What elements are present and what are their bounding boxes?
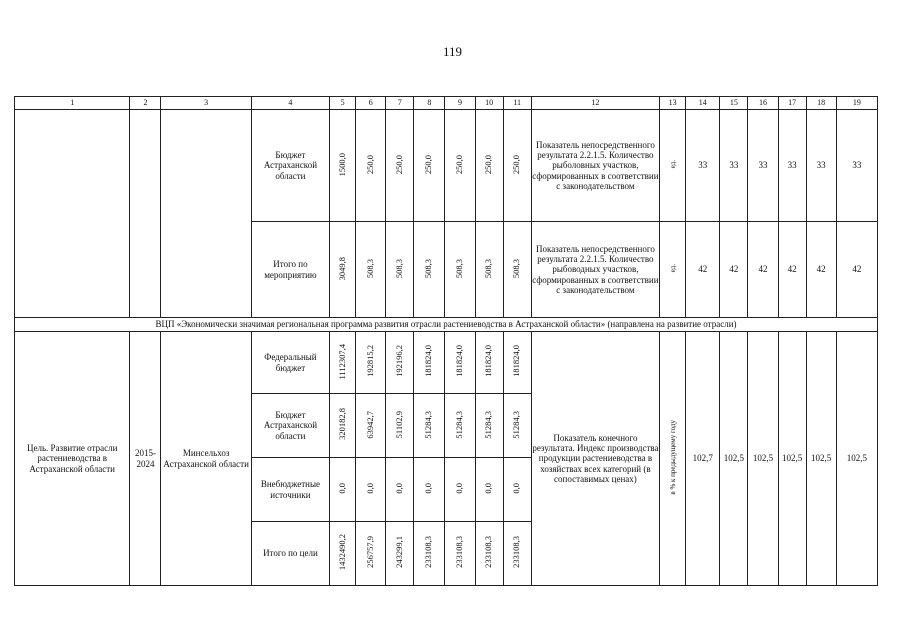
value-cell	[414, 332, 445, 394]
value-cell	[330, 110, 356, 222]
value-text: 51284,3	[423, 410, 434, 439]
value-cell	[445, 332, 475, 394]
target-cell: 33	[748, 110, 778, 222]
indicator-text: Показатель непосредственного результата 2.2.1.5. Количество рыбоводных участков, сформированных в соответствии с законодательством	[531, 222, 659, 318]
unit-cell	[660, 332, 686, 586]
target-cell: 102,5	[806, 332, 836, 586]
value-text: 508,3	[364, 258, 375, 278]
value-cell	[330, 332, 356, 394]
value-cell	[414, 222, 445, 318]
value-cell	[475, 394, 503, 458]
funding-source: Итого по цели	[251, 522, 329, 586]
funding-source: Внебюджетные источники	[251, 458, 329, 522]
value-text: 51284,3	[511, 410, 522, 439]
col-header: 2	[130, 97, 161, 110]
value-cell	[414, 522, 445, 586]
value-cell	[386, 332, 414, 394]
value-text: 508,3	[393, 258, 404, 278]
target-cell: 102,5	[720, 332, 748, 586]
value-text: 233108,3	[454, 536, 465, 569]
target-cell: 102,5	[748, 332, 778, 586]
value-text: 256757,9	[364, 536, 375, 569]
value-text: 0,0	[393, 483, 404, 494]
unit-cell	[660, 222, 686, 318]
value-text: 181824,0	[423, 345, 434, 378]
empty-cell	[161, 110, 251, 318]
value-text: 250,0	[393, 154, 404, 174]
target-cell: 42	[836, 222, 877, 318]
value-text: 233108,3	[483, 536, 494, 569]
value-text: 250,0	[511, 154, 522, 174]
empty-cell	[15, 110, 130, 318]
value-cell	[445, 458, 475, 522]
target-cell: 33	[836, 110, 877, 222]
value-cell	[445, 110, 475, 222]
value-cell	[414, 110, 445, 222]
value-text: 192815,2	[364, 345, 375, 378]
col-header: 8	[414, 97, 445, 110]
value-text: 0,0	[364, 483, 375, 494]
value-cell	[330, 222, 356, 318]
value-cell	[475, 458, 503, 522]
unit-cell	[660, 110, 686, 222]
funding-source: Итого по мероприятию	[251, 222, 329, 318]
value-cell	[356, 332, 386, 394]
col-header: 5	[330, 97, 356, 110]
value-text: 233108,3	[511, 536, 522, 569]
target-cell: 42	[778, 222, 806, 318]
unit-text: в % к предыдущему году	[668, 420, 677, 495]
value-text: 320182,8	[336, 408, 347, 441]
value-cell	[503, 222, 531, 318]
value-cell	[356, 522, 386, 586]
value-text: 0,0	[483, 483, 494, 494]
funding-source: Бюджет Астраханской области	[251, 394, 329, 458]
value-cell	[503, 522, 531, 586]
col-header: 11	[503, 97, 531, 110]
value-text: 51284,3	[454, 410, 465, 439]
col-header: 19	[836, 97, 877, 110]
value-text: 508,3	[511, 258, 522, 278]
funding-source: Бюджет Астраханской области	[251, 110, 329, 222]
indicator-text: Показатель непосредственного результата 2.2.1.5. Количество рыболовных участков, сформированных в соответствии с законодательством	[531, 110, 659, 222]
value-cell	[330, 522, 356, 586]
value-cell	[386, 458, 414, 522]
target-cell: 102,7	[686, 332, 720, 586]
target-cell: 33	[686, 110, 720, 222]
value-text: 0,0	[511, 483, 522, 494]
col-header: 9	[445, 97, 475, 110]
col-header: 13	[660, 97, 686, 110]
value-text: 192196,2	[393, 345, 404, 378]
value-text: 250,0	[454, 154, 465, 174]
value-cell	[386, 110, 414, 222]
executor-text: Минсельхоз Астраханской области	[161, 332, 251, 586]
program-table	[14, 96, 878, 586]
value-text: 250,0	[364, 154, 375, 174]
value-text: 508,3	[454, 258, 465, 278]
col-header: 17	[778, 97, 806, 110]
value-cell	[330, 394, 356, 458]
value-cell	[386, 222, 414, 318]
value-cell	[414, 394, 445, 458]
table-row	[15, 332, 878, 394]
target-cell: 42	[748, 222, 778, 318]
value-text: 181824,0	[511, 345, 522, 378]
value-cell	[356, 110, 386, 222]
value-text: 3049,8	[336, 256, 347, 281]
empty-cell	[130, 110, 161, 318]
col-header: 10	[475, 97, 503, 110]
col-header: 16	[748, 97, 778, 110]
col-header: 4	[251, 97, 329, 110]
section-row	[15, 318, 878, 332]
value-text: 51284,3	[483, 410, 494, 439]
value-cell	[356, 394, 386, 458]
target-cell: 33	[720, 110, 748, 222]
column-number-row	[15, 97, 878, 110]
value-cell	[475, 222, 503, 318]
value-text: 508,3	[423, 258, 434, 278]
target-cell: 42	[720, 222, 748, 318]
value-text: 508,3	[483, 258, 494, 278]
value-text: 0,0	[454, 483, 465, 494]
value-cell	[356, 458, 386, 522]
value-cell	[330, 458, 356, 522]
section-title: ВЦП «Экономически значимая региональная программа развития отрасли растениеводства в Астраханской области» (направлена на развитие отрасли)	[15, 318, 878, 332]
unit-text: ед.	[668, 160, 677, 169]
value-text: 1112307,4	[336, 343, 347, 380]
value-text: 1500,0	[336, 152, 347, 177]
value-text: 0,0	[423, 483, 434, 494]
table-row	[15, 110, 878, 222]
value-text: 250,0	[423, 154, 434, 174]
value-cell	[414, 458, 445, 522]
value-cell	[445, 394, 475, 458]
value-text: 181824,0	[454, 345, 465, 378]
col-header: 15	[720, 97, 748, 110]
value-cell	[503, 332, 531, 394]
value-cell	[356, 222, 386, 318]
value-cell	[445, 522, 475, 586]
value-cell	[475, 332, 503, 394]
col-header: 12	[531, 97, 659, 110]
value-cell	[503, 110, 531, 222]
value-text: 250,0	[483, 154, 494, 174]
col-header: 3	[161, 97, 251, 110]
value-text: 51102,9	[393, 410, 404, 438]
value-cell	[503, 394, 531, 458]
target-cell: 102,5	[836, 332, 877, 586]
col-header: 1	[15, 97, 130, 110]
value-cell	[445, 222, 475, 318]
indicator-text: Показатель конечного результата. Индекс производства продукции растениеводства в хозяйствах всех категорий (в сопоставимых ценах)	[531, 332, 659, 586]
value-text: 63942,7	[364, 410, 375, 439]
target-cell: 33	[778, 110, 806, 222]
value-cell	[503, 458, 531, 522]
value-cell	[386, 522, 414, 586]
goal-text: Цель. Развитие отрасли растениеводства в Астраханской области	[15, 332, 130, 586]
col-header: 18	[806, 97, 836, 110]
value-text: 181824,0	[483, 345, 494, 378]
value-cell	[386, 394, 414, 458]
target-cell: 33	[806, 110, 836, 222]
page-number: 119	[442, 44, 463, 59]
value-text: 243299,1	[393, 536, 404, 569]
target-cell: 102,5	[778, 332, 806, 586]
value-cell	[475, 110, 503, 222]
value-cell	[475, 522, 503, 586]
value-text: 0,0	[336, 483, 347, 494]
col-header: 14	[686, 97, 720, 110]
period-text: 2015-2024	[130, 332, 161, 586]
unit-text: ед.	[668, 264, 677, 273]
value-text: 1432490,2	[336, 534, 347, 571]
target-cell: 42	[686, 222, 720, 318]
value-text: 233108,3	[423, 536, 434, 569]
col-header: 6	[356, 97, 386, 110]
col-header: 7	[386, 97, 414, 110]
funding-source: Федеральный бюджет	[251, 332, 329, 394]
target-cell: 42	[806, 222, 836, 318]
